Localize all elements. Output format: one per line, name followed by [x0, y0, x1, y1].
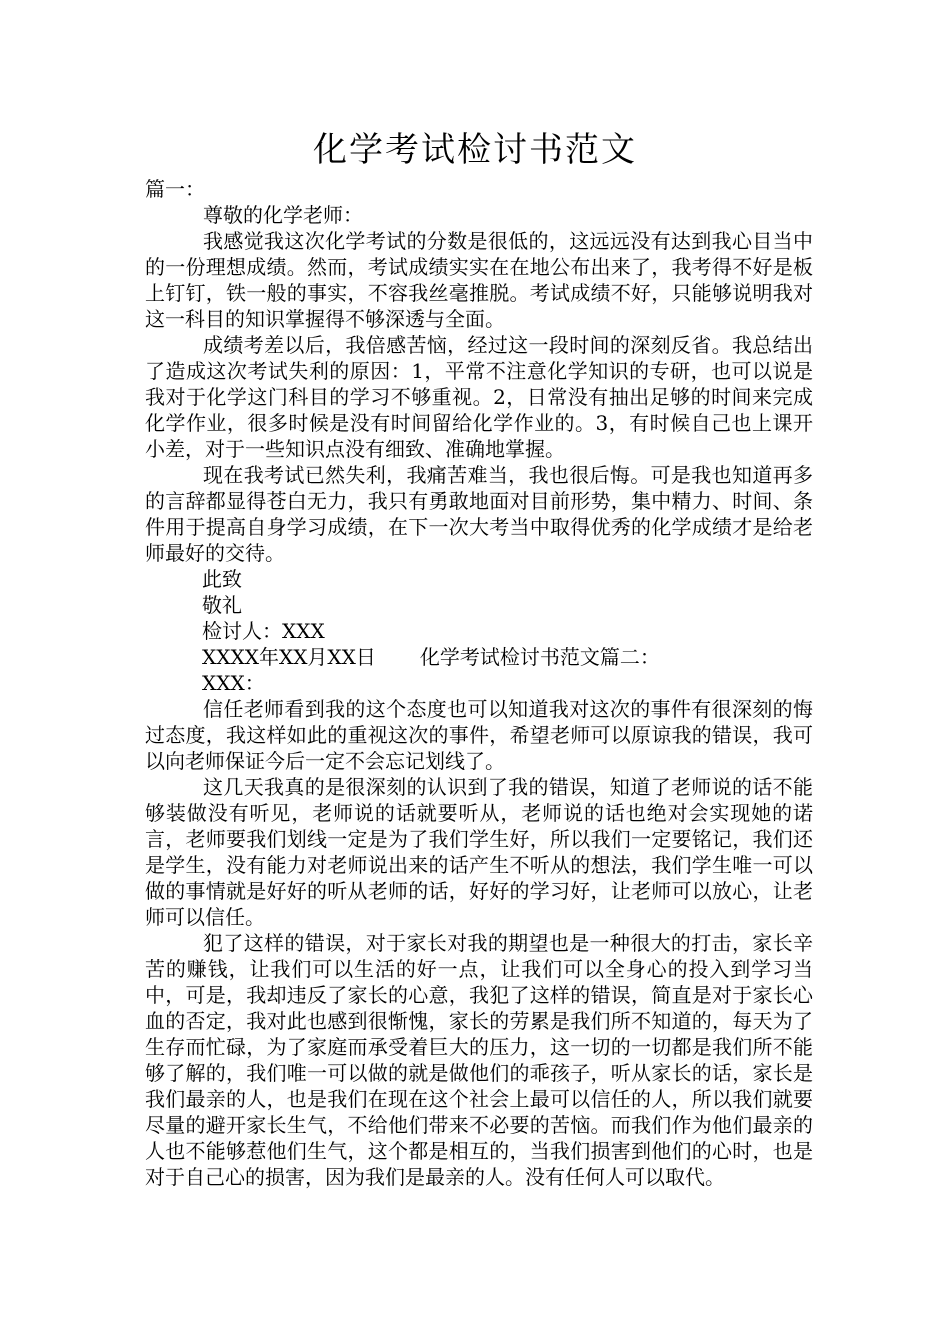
paragraph: 现在我考试已然失利，我痛苦难当，我也很后悔。可是我也知道再多的言辞都显得苍白无力，我只有勇敢地面对目前形势，集中精力、时间、条件用于提高自身学习成绩，在下一次大考当中取得优秀的化学成绩才是给老师最好的交待。	[145, 463, 813, 565]
date: XXXX年XX月XX日	[202, 645, 376, 669]
paragraph: 成绩考差以后，我倍感苦恼，经过这一段时间的深刻反省。我总结出了造成这次考试失利的原因：1，平常不注意化学知识的专研，也可以说是我对于化学这门科目的学习不够重视。2，日常没有抽出足够的时间来完成化学作业，很多时候是没有时间留给化学作业的。3，有时候自己也上课开小差，对于一些知识点没有细致、准确地掌握。	[145, 333, 813, 461]
greeting-one: 尊敬的化学老师：	[203, 203, 363, 227]
document-body	[145, 176, 813, 1190]
paragraph: 信任老师看到我的这个态度也可以知道我对这次的事件有很深刻的悔过态度，我这样如此的重视这次的事件，希望老师可以原谅我的错误，我可以向老师保证今后一定不会忘记划线了。	[145, 697, 813, 773]
document-title: 化学考试检讨书范文	[313, 130, 637, 170]
closing-salutation: 此致	[202, 567, 242, 591]
section-two-label: 化学考试检讨书范文篇二：	[419, 645, 660, 669]
greeting-two: XXX：	[202, 671, 265, 695]
closing-respect: 敬礼	[202, 593, 242, 617]
paragraph: 犯了这样的错误，对于家长对我的期望也是一种很大的打击，家长辛苦的赚钱，让我们可以生活的好一点，让我们可以全身心的投入到学习当中，可是，我却违反了家长的心意，我犯了这样的错误，简直是对于家长心血的否定，我对此也感到很惭愧，家长的劳累是我们所不知道的，每天为了生存而忙碌，为了家庭而承受着巨大的压力，这一切的一切都是我们所不能够了解的，我们唯一可以做的就是做他们的乖孩子，听从家长的话，家长是我们最亲的人，也是我们在现在这个社会上最可以信任的人，所以我们就要尽量的避开家长生气，不给他们带来不必要的苦恼。而我们作为他们最亲的人也不能够惹他们生气，这个都是相互的，当我们损害到他们的心时，也是对于自己心的损害，因为我们是最亲的人。没有任何人可以取代。	[145, 931, 813, 1189]
section-one-label: 篇一：	[145, 177, 205, 201]
signature: 检讨人：XXX	[202, 619, 325, 643]
paragraph: 这几天我真的是很深刻的认识到了我的错误，知道了老师说的话不能够装做没有听见，老师说的话就要听从，老师说的话也绝对会实现她的诺言，老师要我们划线一定是为了我们学生好，所以我们一定要铭记，我们还是学生，没有能力对老师说出来的话产生不听从的想法，我们学生唯一可以做的事情就是好好的听从老师的话，好好的学习好，让老师可以放心，让老师可以信任。	[145, 775, 813, 929]
paragraph: 我感觉我这次化学考试的分数是很低的，这远远没有达到我心目当中的一份理想成绩。然而，考试成绩实实在在地公布出来了，我考得不好是板上钉钉，铁一般的事实，不容我丝毫推脱。考试成绩不好，只能够说明我对这一科目的知识掌握得不够深透与全面。	[145, 229, 813, 331]
date-and-section-two-line	[145, 644, 813, 670]
